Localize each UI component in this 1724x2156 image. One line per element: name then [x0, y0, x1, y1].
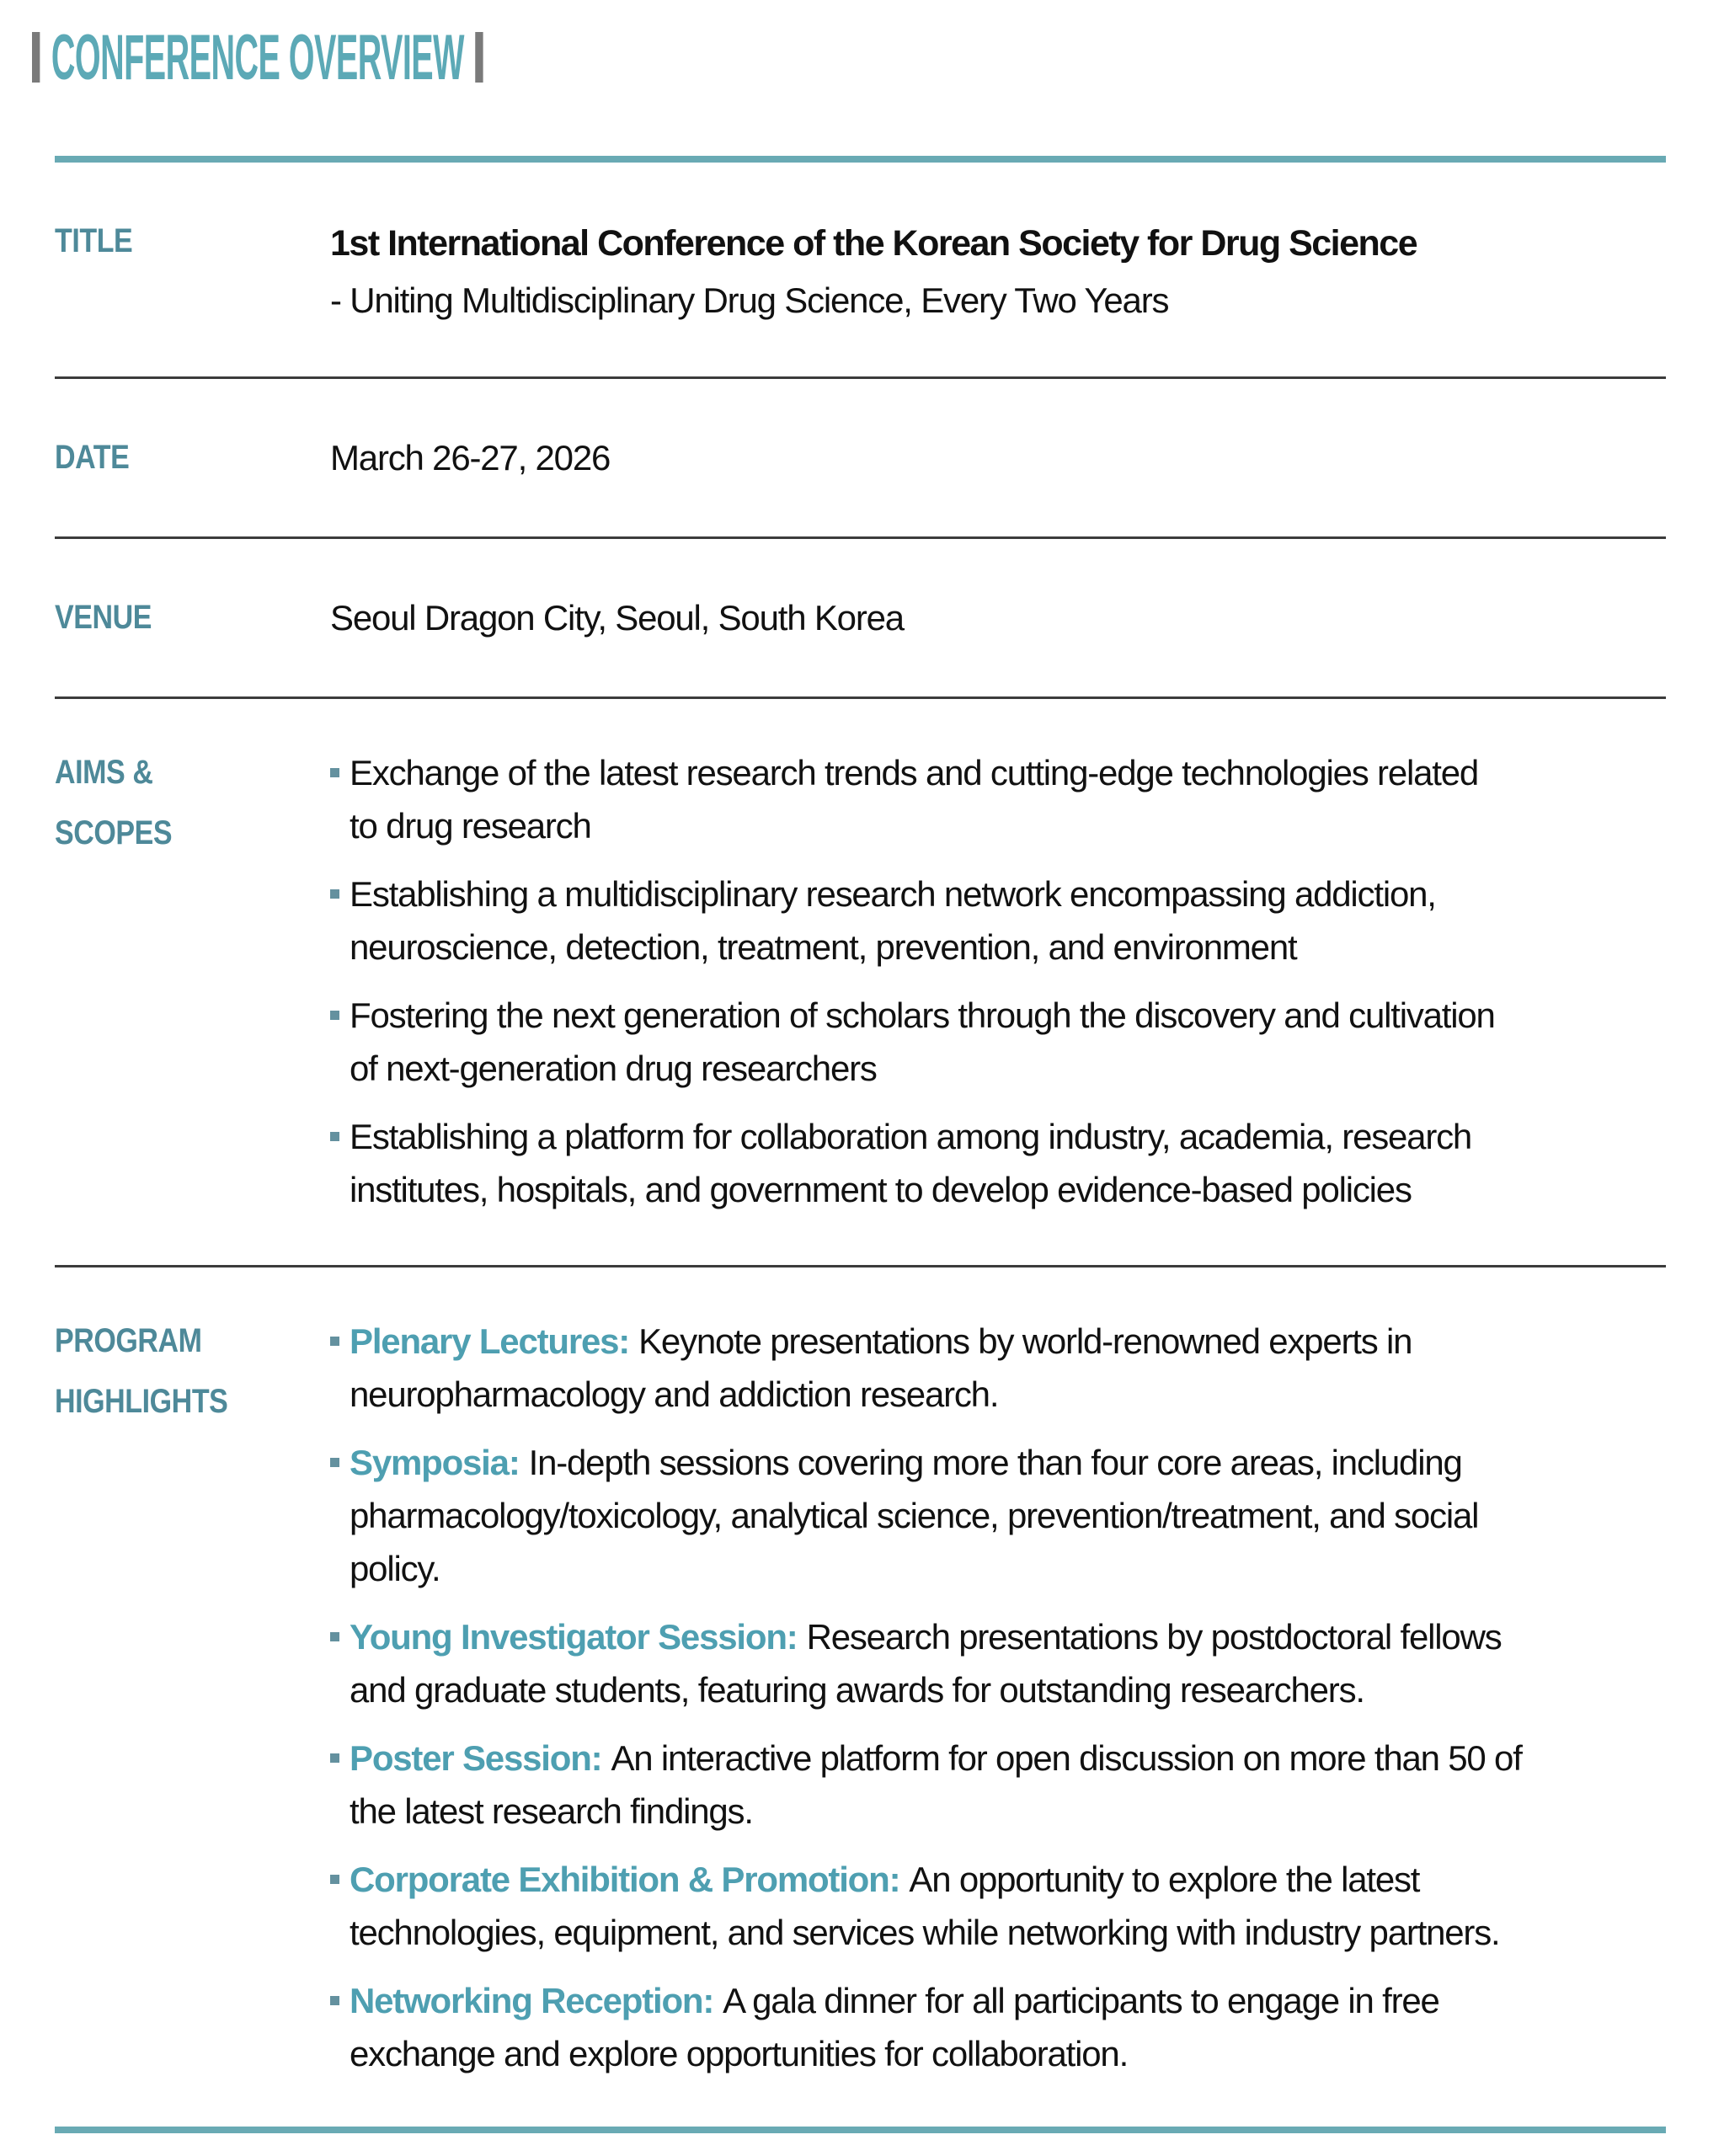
bullet-line: Fostering the next generation of scholars through the discovery and cultivation — [350, 995, 1495, 1035]
bullet-line: neuroscience, detection, treatment, prevention, and environment — [350, 927, 1297, 967]
list-item — [330, 1315, 1666, 1421]
highlight-lead: Plenary Lectures: — [350, 1321, 630, 1361]
bullet-square-icon — [330, 768, 339, 777]
highlight-text: An opportunity to explore the latest — [909, 1860, 1420, 1899]
list-item-text — [350, 1974, 1439, 2080]
bullet-square-icon — [330, 1632, 339, 1641]
bullet-line: Establishing a multidisciplinary research network encompassing addiction, — [350, 874, 1436, 914]
list-item — [330, 989, 1666, 1095]
highlight-lead: Networking Reception: — [350, 1981, 714, 2020]
row-body — [330, 746, 1666, 1216]
row-label: SCOPES — [55, 814, 173, 851]
list-item-text — [350, 1610, 1502, 1716]
list-item — [330, 1110, 1666, 1216]
bullet-line: pharmacology/toxicology, analytical science, prevention/treatment, and social — [350, 1496, 1479, 1535]
row-body — [330, 1315, 1666, 2080]
bullet-line — [350, 1436, 1478, 1489]
row-label-column — [55, 746, 330, 1216]
row-title — [55, 163, 1666, 376]
row-label: HIGHLIGHTS — [55, 1383, 228, 1420]
list-item-text — [350, 1436, 1478, 1595]
bullet-line: exchange and explore opportunities for collaboration. — [350, 2034, 1129, 2073]
bullet-line: to drug research — [350, 806, 591, 846]
bullet-line: Exchange of the latest research trends and cutting-edge technologies related — [350, 753, 1479, 792]
bullet-line — [350, 1315, 1412, 1368]
bullet-line: Establishing a platform for collaboration among industry, academia, research — [350, 1117, 1472, 1156]
list-item — [330, 1853, 1666, 1959]
list-item-text — [350, 1110, 1471, 1216]
list-item — [330, 1610, 1666, 1716]
bullet-line: and graduate students, featuring awards for outstanding researchers. — [350, 1670, 1364, 1710]
page-header — [32, 19, 912, 96]
list-item-text — [350, 989, 1495, 1095]
row-label-column — [55, 1315, 330, 2080]
list-item — [330, 867, 1666, 974]
bullet-line — [350, 1732, 1522, 1785]
row-body — [330, 431, 1666, 484]
bullet-line — [350, 1610, 1502, 1663]
row-aims-scopes — [55, 696, 1666, 1265]
highlight-lead: Poster Session: — [350, 1738, 602, 1778]
row-venue — [55, 536, 1666, 696]
row-body — [330, 591, 1666, 644]
bullet-square-icon — [330, 1337, 339, 1346]
highlight-text: In-depth sessions covering more than four core areas, including — [528, 1443, 1462, 1482]
row-label: VENUE — [55, 599, 152, 636]
bullet-line: the latest research findings. — [350, 1791, 753, 1831]
title-bar-icon — [32, 32, 40, 83]
row-label: TITLE — [55, 222, 133, 259]
conference-title: 1st International Conference of the Korean Society for Drug Science — [330, 223, 1417, 264]
row-label-column — [55, 431, 330, 484]
bullet-line — [350, 1853, 1500, 1906]
bullet-square-icon — [330, 1458, 339, 1467]
bullet-square-icon — [330, 889, 339, 899]
bullet-line: technologies, equipment, and services while networking with industry partners. — [350, 1913, 1500, 1952]
list-item-text — [350, 1315, 1412, 1421]
top-accent-line — [55, 156, 1666, 163]
list-item — [330, 1974, 1666, 2080]
row-date — [55, 376, 1666, 536]
highlight-text: A gala dinner for all participants to engage in free — [723, 1981, 1439, 2020]
row-label-column — [55, 591, 330, 644]
highlight-lead: Young Investigator Session: — [350, 1617, 798, 1657]
highlight-lead: Symposia: — [350, 1443, 520, 1482]
list-item-text — [350, 867, 1436, 974]
list-item — [330, 1732, 1666, 1838]
bullet-square-icon — [330, 1875, 339, 1884]
bullet-line: neuropharmacology and addiction research. — [350, 1374, 999, 1414]
bullet-square-icon — [330, 1996, 339, 2005]
list-item — [330, 1436, 1666, 1595]
row-body — [330, 215, 1666, 329]
highlight-lead: Corporate Exhibition & Promotion: — [350, 1860, 900, 1899]
conference-overview-table — [55, 156, 1666, 2133]
row-label-column — [55, 215, 330, 329]
bullet-line: policy. — [350, 1549, 440, 1588]
bullet-square-icon — [330, 1753, 339, 1763]
list-item-text — [350, 1732, 1522, 1838]
row-label: AIMS & — [55, 754, 153, 791]
highlight-text: Research presentations by postdoctoral fellows — [806, 1617, 1502, 1657]
row-label: PROGRAM — [55, 1322, 202, 1359]
list-item — [330, 746, 1666, 852]
bullet-square-icon — [330, 1132, 339, 1141]
conference-date: March 26-27, 2026 — [330, 438, 611, 478]
highlight-text: Keynote presentations by world-renowned experts in — [638, 1321, 1412, 1361]
bullet-square-icon — [330, 1011, 339, 1020]
list-item-text — [350, 746, 1478, 852]
page-title: CONFERENCE OVERVIEW — [51, 21, 464, 93]
bullet-line: institutes, hospitals, and government to develop evidence-based policies — [350, 1170, 1412, 1209]
row-program-highlights — [55, 1265, 1666, 2127]
bottom-accent-line — [55, 2127, 1666, 2133]
conference-venue: Seoul Dragon City, Seoul, South Korea — [330, 598, 904, 638]
conference-subtitle: - Uniting Multidisciplinary Drug Science, Every Two Years — [330, 280, 1169, 320]
title-bar-icon — [475, 32, 483, 83]
row-label: DATE — [55, 439, 130, 476]
highlight-text: An interactive platform for open discussion on more than 50 of — [611, 1738, 1522, 1778]
bullet-line: of next-generation drug researchers — [350, 1049, 877, 1088]
bullet-line — [350, 1974, 1439, 2027]
list-item-text — [350, 1853, 1500, 1959]
